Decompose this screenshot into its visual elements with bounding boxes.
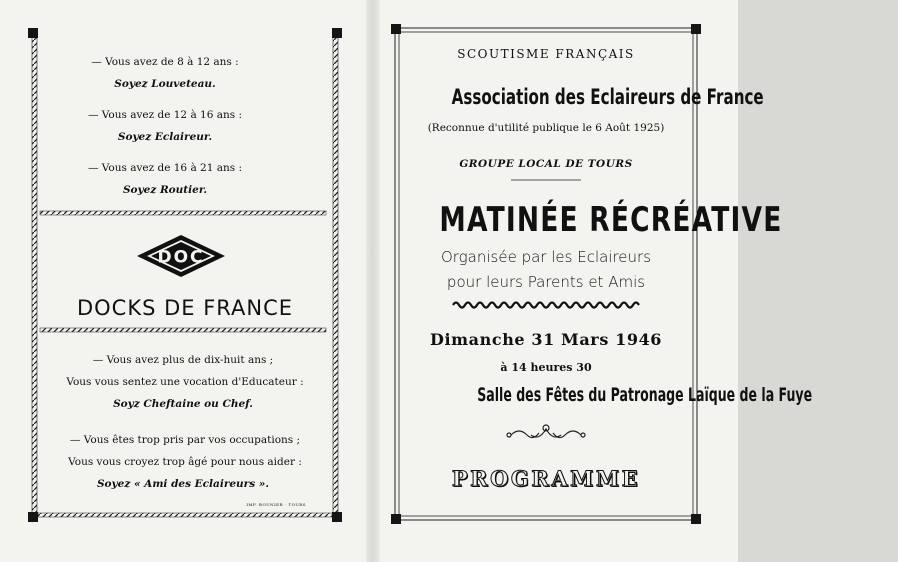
- event-time: à 14 heures 30: [500, 361, 592, 374]
- event-title-wrap: [391, 200, 783, 240]
- busy-line-2: Vous vous croyez trop âgé pour nous aider :: [68, 456, 302, 468]
- branch-line-1: Soyez Louveteau.: [114, 78, 216, 90]
- local-group: GROUPE LOCAL DE TOURS: [459, 158, 633, 170]
- busy-line-1: — Vous êtes trop pris par vos occupations ;: [69, 434, 301, 446]
- doc-logo: [135, 233, 227, 279]
- age-line-3: — Vous avez de 16 à 21 ans :: [87, 162, 243, 174]
- left-page: [28, 28, 342, 522]
- organizer-line-2: pour leurs Parents et Amis: [446, 273, 646, 291]
- organizer-line-1: Organisée par les Eclaireurs: [440, 248, 652, 266]
- rope-divider: [40, 328, 326, 332]
- corner-block: [28, 512, 38, 522]
- association-title: Association des Eclaireurs de France: [451, 85, 764, 109]
- corner-block: [332, 28, 342, 38]
- event-title: MATINÉE RÉCRÉATIVE: [439, 200, 783, 240]
- adult-line-1: — Vous avez plus de dix-huit ans ;: [92, 354, 274, 366]
- wavy-divider: [453, 303, 639, 308]
- adult-line-2: Vous vous sentez une vocation d'Educateur :: [66, 376, 304, 388]
- event-date: Dimanche 31 Mars 1946: [429, 330, 663, 349]
- corner-block: [391, 24, 401, 34]
- printer-credit: IMP. BOUNIER · TOURS: [246, 502, 306, 507]
- doc-logo-text: DOC: [157, 247, 205, 268]
- recognition-note: (Reconnue d'utilité publique le 6 Août 1925): [427, 122, 665, 134]
- association-title-wrap: [391, 85, 764, 109]
- rope-divider: [40, 211, 326, 215]
- corner-block: [28, 28, 38, 38]
- venue-wrap: [391, 384, 813, 406]
- corner-block: [391, 514, 401, 524]
- programme-heading: PROGRAMME: [451, 466, 641, 491]
- age-line-1: — Vous avez de 8 à 12 ans :: [91, 56, 239, 68]
- sponsor-name: DOCKS DE FRANCE: [76, 296, 294, 320]
- friend-role: Soyez « Ami des Eclaireurs ».: [96, 478, 270, 490]
- corner-block: [691, 514, 701, 524]
- corner-block: [691, 24, 701, 34]
- branch-line-3: Soyez Routier.: [122, 184, 208, 196]
- adult-role: Soyz Cheftaine ou Chef.: [113, 398, 253, 410]
- flourish-ornament: [507, 425, 585, 438]
- corner-block: [332, 512, 342, 522]
- movement-title: SCOUTISME FRANÇAIS: [457, 47, 635, 61]
- age-line-2: — Vous avez de 12 à 16 ans :: [87, 109, 243, 121]
- right-page: [391, 24, 813, 524]
- event-venue: Salle des Fêtes du Patronage Laïque de la Fuye: [477, 384, 813, 406]
- branch-line-2: Soyez Eclaireur.: [117, 131, 213, 143]
- center-fold: [366, 0, 380, 562]
